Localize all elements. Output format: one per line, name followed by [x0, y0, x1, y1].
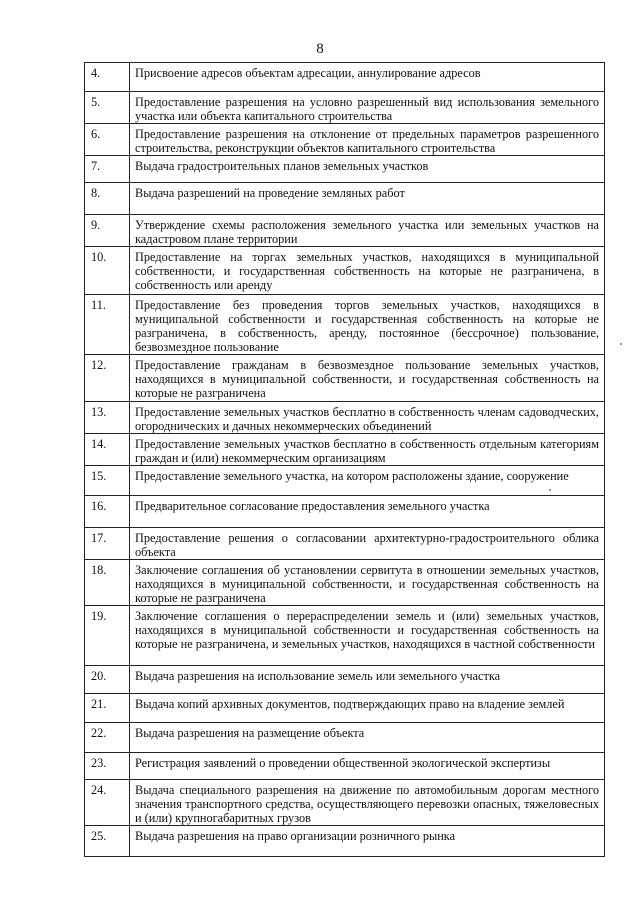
scan-speck [549, 489, 551, 491]
row-number: 8. [85, 183, 130, 215]
row-number: 15. [85, 466, 130, 496]
table-row [85, 753, 605, 780]
service-name: Предоставление гражданам в безвозмездное пользование земельных участков, находящихся в муниципальной собственности, и государственная собственность на которые не разграничена [130, 355, 605, 402]
row-number: 24. [85, 780, 130, 826]
table-row [85, 183, 605, 215]
row-number: 11. [85, 295, 130, 355]
row-number: 19. [85, 606, 130, 666]
service-name: Предоставление разрешения на отклонение от предельных параметров разрешенного строительства, реконструкции объектов капитального строительства [130, 124, 605, 156]
row-number: 9. [85, 215, 130, 247]
row-number: 17. [85, 528, 130, 560]
service-name: Выдача разрешений на проведение земляных работ [130, 183, 605, 215]
row-number: 25. [85, 826, 130, 857]
table-row [85, 124, 605, 156]
row-number: 21. [85, 694, 130, 723]
row-number: 20. [85, 666, 130, 694]
service-name: Предоставление земельного участка, на котором расположены здание, сооружение [130, 466, 605, 496]
row-number: 13. [85, 402, 130, 434]
table-row [85, 496, 605, 528]
service-name: Предоставление земельных участков бесплатно в собственность членам садоводческих, огороднических и дачных некоммерческих объединений [130, 402, 605, 434]
service-name: Предоставление решения о согласовании архитектурно-градостроительного облика объекта [130, 528, 605, 560]
table-row [85, 156, 605, 183]
scan-speck [620, 343, 622, 345]
service-name: Предоставление разрешения на условно разрешенный вид использования земельного участка или объекта капитального строительства [130, 92, 605, 124]
service-name: Предоставление без проведения торгов земельных участков, находящихся в муниципальной собственности и государственная собственность на которые не разграничена, в собственность, аренду, постоянное (бессрочное) пользование, безвозмездное пользование [130, 295, 605, 355]
service-name: Предоставление земельных участков бесплатно в собственность отдельным категориям граждан и (или) некоммерческим организациям [130, 434, 605, 466]
row-number: 4. [85, 63, 130, 92]
table-row [85, 434, 605, 466]
table-row [85, 723, 605, 753]
table-row [85, 402, 605, 434]
row-number: 23. [85, 753, 130, 780]
service-name: Выдача разрешения на размещение объекта [130, 723, 605, 753]
service-name: Выдача разрешения на право организации розничного рынка [130, 826, 605, 857]
row-number: 7. [85, 156, 130, 183]
service-name: Регистрация заявлений о проведении общественной экологической экспертизы [130, 753, 605, 780]
service-name: Выдача градостроительных планов земельных участков [130, 156, 605, 183]
service-name: Выдача специального разрешения на движение по автомобильным дорогам местного значения транспортного средства, осуществляющего перевозки опасных, тяжеловесных и (или) крупногабаритных грузов [130, 780, 605, 826]
table-row [85, 780, 605, 826]
services-table-body [85, 63, 605, 857]
service-name: Предварительное согласование предоставления земельного участка [130, 496, 605, 528]
page-number: 8 [316, 41, 324, 57]
table-row [85, 606, 605, 666]
table-row [85, 826, 605, 857]
row-number: 22. [85, 723, 130, 753]
service-name: Выдача разрешения на использование земель или земельного участка [130, 666, 605, 694]
table-row [85, 247, 605, 295]
services-table [84, 62, 605, 857]
service-name: Предоставление на торгах земельных участков, находящихся в муниципальной собственности, и государственная собственность на которые не разграничена, в собственность или аренду [130, 247, 605, 295]
row-number: 5. [85, 92, 130, 124]
row-number: 10. [85, 247, 130, 295]
row-number: 12. [85, 355, 130, 402]
table-row [85, 466, 605, 496]
table-row [85, 215, 605, 247]
table-row [85, 528, 605, 560]
table-row [85, 355, 605, 402]
table-row [85, 92, 605, 124]
table-row [85, 295, 605, 355]
row-number: 14. [85, 434, 130, 466]
service-name: Заключение соглашения об установлении сервитута в отношении земельных участков, находящихся в муниципальной собственности, и государственная собственность на которые не разграничена [130, 560, 605, 606]
table-row [85, 560, 605, 606]
row-number: 18. [85, 560, 130, 606]
table-row [85, 694, 605, 723]
service-name: Присвоение адресов объектам адресации, аннулирование адресов [130, 63, 605, 92]
table-row [85, 63, 605, 92]
row-number: 16. [85, 496, 130, 528]
row-number: 6. [85, 124, 130, 156]
service-name: Утверждение схемы расположения земельного участка или земельных участков на кадастровом плане территории [130, 215, 605, 247]
service-name: Заключение соглашения о перераспределении земель и (или) земельных участков, находящихся в муниципальной собственности и государственная собственность на которые не разграничена, и земельных участков, находящихся в частной собственности [130, 606, 605, 666]
service-name: Выдача копий архивных документов, подтверждающих право на владение землей [130, 694, 605, 723]
table-row [85, 666, 605, 694]
